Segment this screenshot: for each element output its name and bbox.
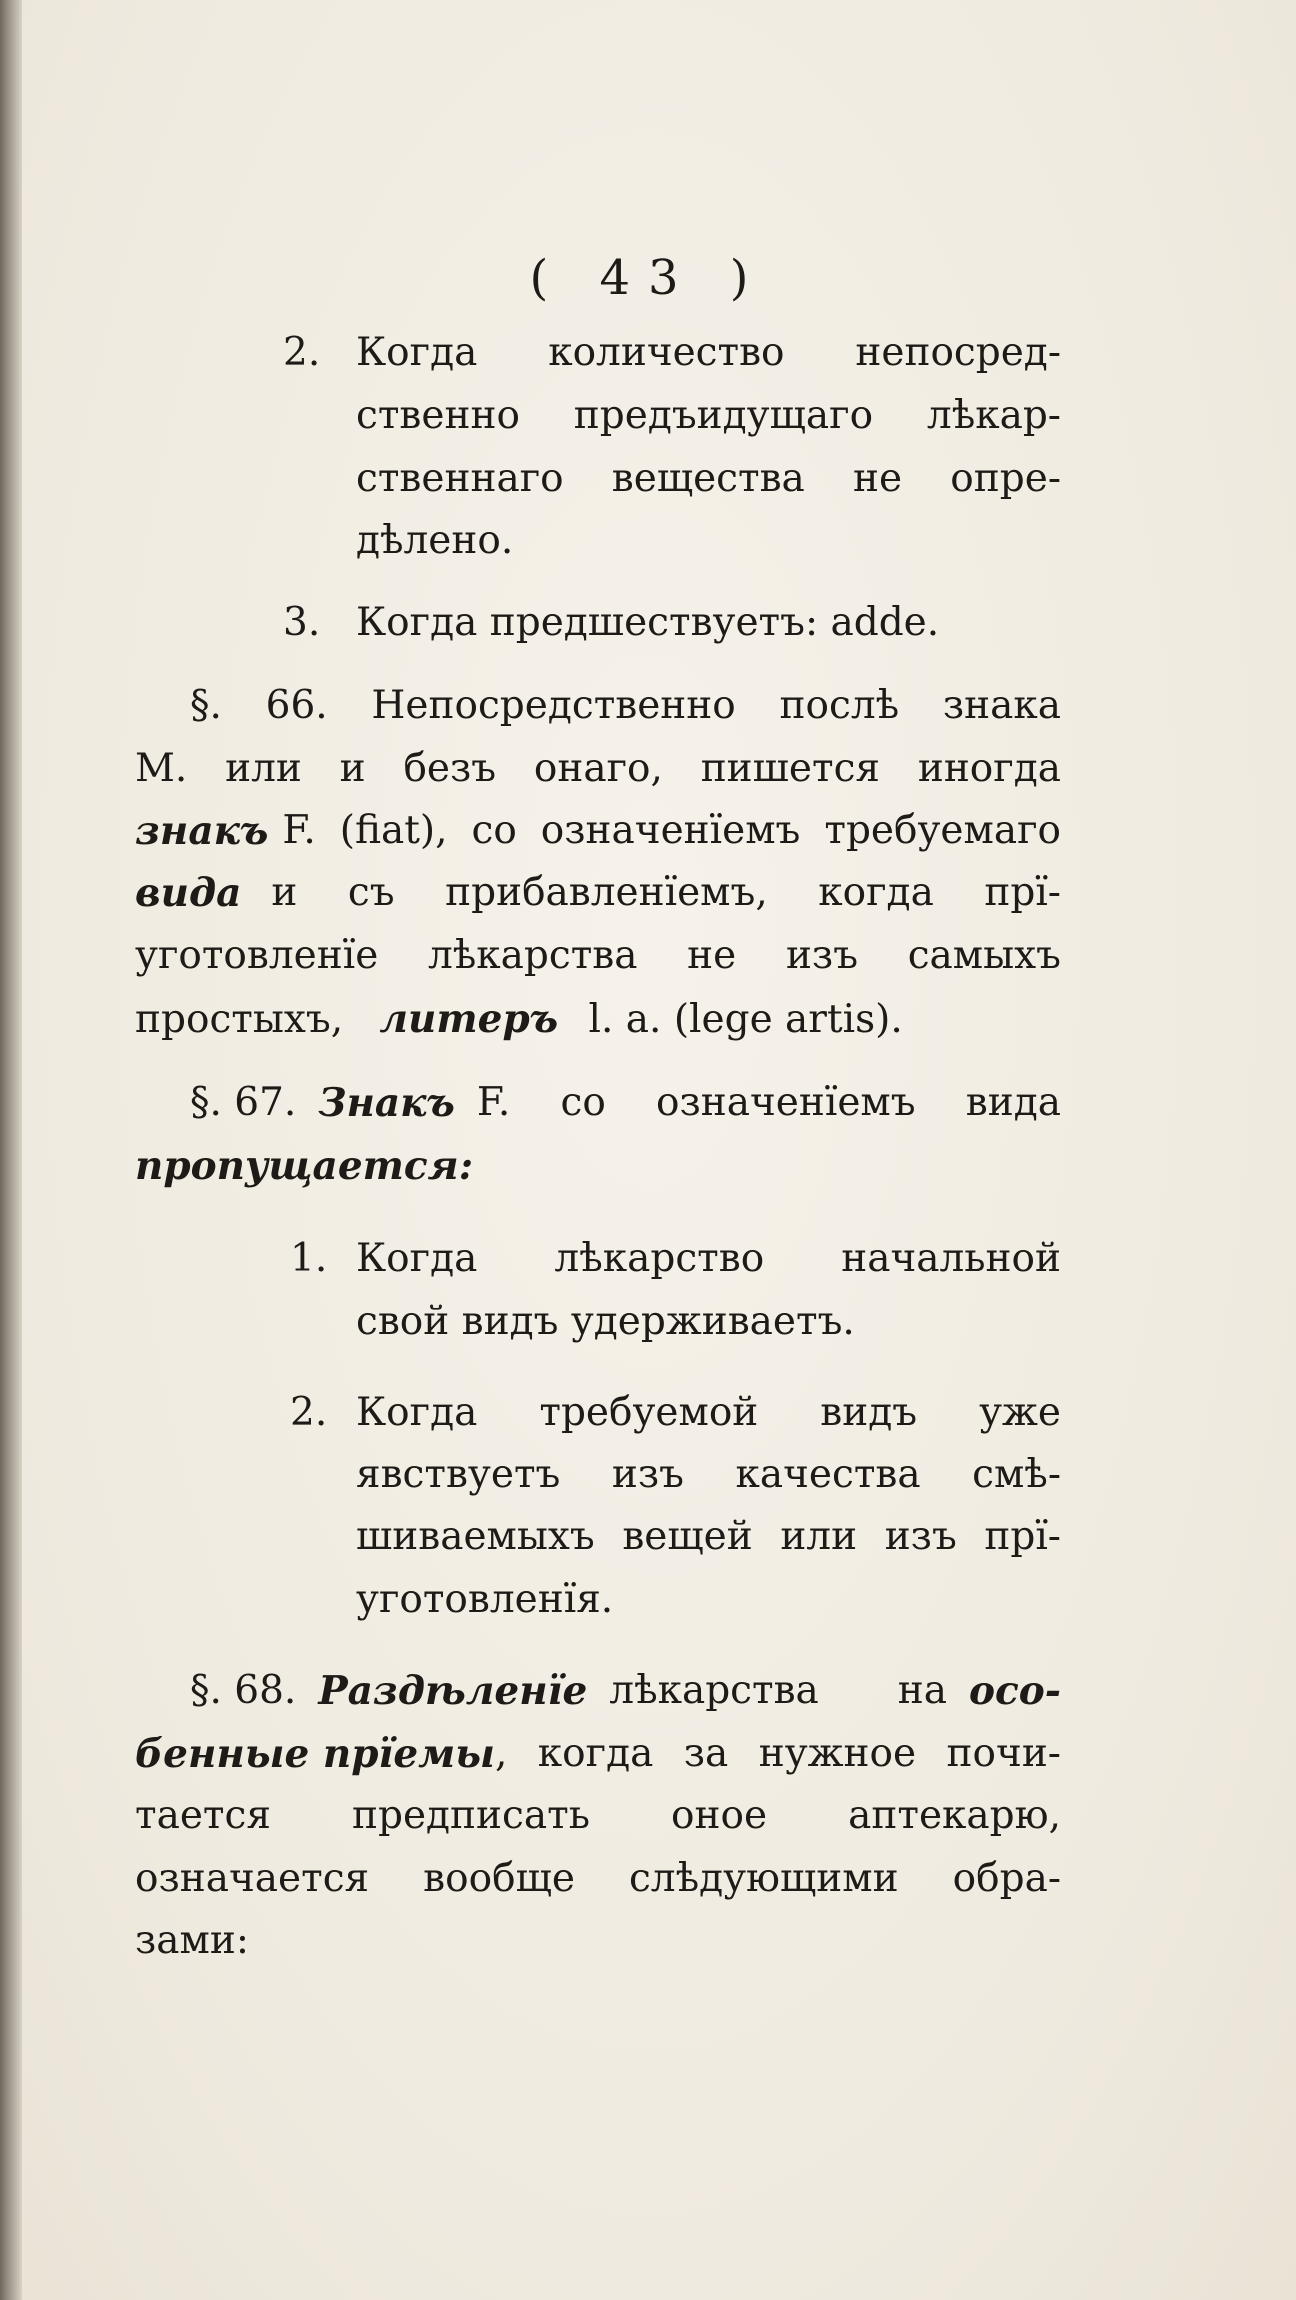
item-number: 2. [283, 330, 321, 375]
italic-term: бенные прїемы [135, 1731, 495, 1777]
text-line: §. 66. Непосредственно послѣ знака [190, 683, 1061, 728]
text-line [135, 1723, 1061, 1785]
text-span: простыхъ, [135, 997, 344, 1042]
text-line: Когда лѣкарство начальной [356, 1236, 1061, 1281]
italic-term: Знакъ [318, 1080, 455, 1126]
text-line: M. или и безъ онаго, пишется иногда [135, 746, 1061, 791]
text-line: тается предписать оное аптекарю, [135, 1793, 1061, 1838]
text-line [190, 1660, 1061, 1722]
text-line: дѣлено. [356, 518, 514, 563]
italic-term: Раздѣленїе [318, 1668, 588, 1714]
page-number: ( 43 ) [529, 250, 767, 306]
text-line [190, 1072, 1061, 1134]
text-line: Когда количество непосред- [356, 330, 1061, 375]
text-line: означается вообще слѣдующими обра- [135, 1856, 1061, 1901]
item-number: 1. [290, 1236, 328, 1281]
text-span: F. (fiat), со означенїемъ требуемаго [282, 808, 1061, 853]
text-line: ственнаго вещества не опре- [356, 456, 1061, 501]
text-line: явствуетъ изъ качества смѣ- [356, 1452, 1061, 1497]
text-line [135, 862, 1061, 924]
italic-term: знакъ [135, 808, 269, 854]
italic-term: осо- [969, 1668, 1061, 1714]
section-number: §. 67. [190, 1080, 297, 1125]
text-span: l. a. (lege artis). [588, 997, 903, 1042]
text-line [135, 800, 1061, 862]
text-line: уготовленїя. [356, 1577, 614, 1622]
italic-term: пропущается: [135, 1143, 474, 1189]
item-number: 3. [283, 600, 321, 645]
text-line: свой видъ удерживаетъ. [356, 1299, 855, 1344]
italic-term: вида [135, 870, 242, 916]
text-line: Когда предшествуетъ: adde. [356, 600, 940, 645]
text-line: шиваемыхъ вещей или изъ прї- [356, 1514, 1061, 1559]
text-line: ственно предъидущаго лѣкар- [356, 393, 1061, 438]
text-span: лѣкарства на [609, 1668, 948, 1713]
text-line: уготовленїе лѣкарства не изъ самыхъ [135, 933, 1061, 978]
text-span: , когда за нужное почи- [494, 1731, 1061, 1776]
text-span: и съ прибавленїемъ, когда прї- [271, 870, 1061, 915]
section-number: §. 68. [190, 1668, 297, 1713]
page-binding-edge [0, 0, 22, 2300]
italic-term: литеръ [379, 996, 559, 1042]
text-line: зами: [135, 1918, 249, 1963]
item-number: 2. [290, 1390, 328, 1435]
text-line [135, 988, 903, 1051]
text-line: Когда требуемой видъ уже [356, 1390, 1061, 1435]
text-span: F. со означенїемъ вида [476, 1080, 1061, 1125]
